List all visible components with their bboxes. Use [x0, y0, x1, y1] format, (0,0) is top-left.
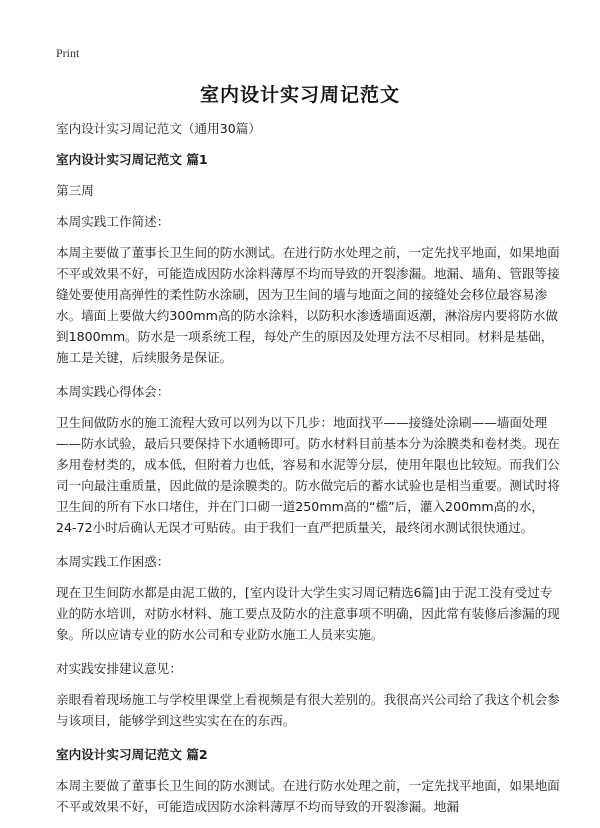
document-subtitle: 室内设计实习周记范文（通用30篇） [56, 121, 261, 136]
difficulty-label: 本周实践工作困惑： [56, 554, 170, 569]
difficulty-paragraph: 现在卫生间防水都是由泥工做的，[室内设计大学生实习周记精选6篇]由于泥工没有受过专业的防水培训，对防水材料、施工要点及防水的注意事项不明确，因此常有装修后渗漏的现象。所以应请专业的防水公司和专业防水施工人员来实施。 [56, 585, 560, 642]
summary-label: 本周实践工作简述： [56, 214, 170, 229]
week-label: 第三周 [56, 183, 94, 198]
suggestion-paragraph: 亲眼看着现场施工与学校里课堂上看视频是有很大差别的。我很高兴公司给了我这个机会参与该项目，能够学到这些实实在在的东西。 [56, 692, 560, 728]
summary-paragraph: 本周主要做了董事长卫生间的防水测试。在进行防水处理之前，一定先找平地面，如果地面不平或效果不好，可能造成因防水涂料薄厚不均而导致的开裂渗漏。地漏、墙角、管跟等接缝处要使用高弹性的柔性防水涂刷，因为卫生间的墙与地面之间的接缝处会移位最容易渗水。墙面上要做大约300mm高的防水涂料，以防积水渗透墙面返潮，淋浴房内要将防水做到1800mm。防水是一项系统工程，每处产生的原因及处理方法不尽相同。材料是基础，施工是关键，后续服务是保证。 [56, 245, 560, 365]
document-title: 室内设计实习周记范文 [199, 84, 400, 106]
suggestion-label: 对实践安排建议意见： [56, 661, 182, 676]
document-body [56, 118, 560, 827]
section-2-paragraph: 本周主要做了董事长卫生间的防水测试。在进行防水处理之前，一定先找平地面，如果地面不平或效果不好，可能造成因防水涂料薄厚不均而导致的开裂渗漏。地漏 [56, 778, 560, 814]
experience-paragraph: 卫生间做防水的施工流程大致可以列为以下几步：地面找平——接缝处涂刷——墙面处理——防水试验，最后只要保持下水通畅即可。防水材料目前基本分为涂膜类和卷材类。现在多用卷材类的，成本低，但附着力也低，容易和水泥等分层，使用年限也比较短。而我们公司一向最注重质量，因此做的是涂膜类的。防水做完后的蓄水试验也是相当重要。测试时将卫生间的所有下水口堵住，并在门口砌一道250mm高的“槛”后，灌入200mm高的水，24-72小时后确认无误才可贴砖。由于我们一直严把质量关，最终闭水测试很快通过。 [56, 415, 560, 535]
section-heading-2: 室内设计实习周记范文 篇2 [56, 747, 208, 762]
print-link[interactable]: Print [56, 46, 80, 60]
section-heading-1: 室内设计实习周记范文 篇1 [56, 152, 208, 167]
experience-label: 本周实践心得体会： [56, 384, 170, 399]
